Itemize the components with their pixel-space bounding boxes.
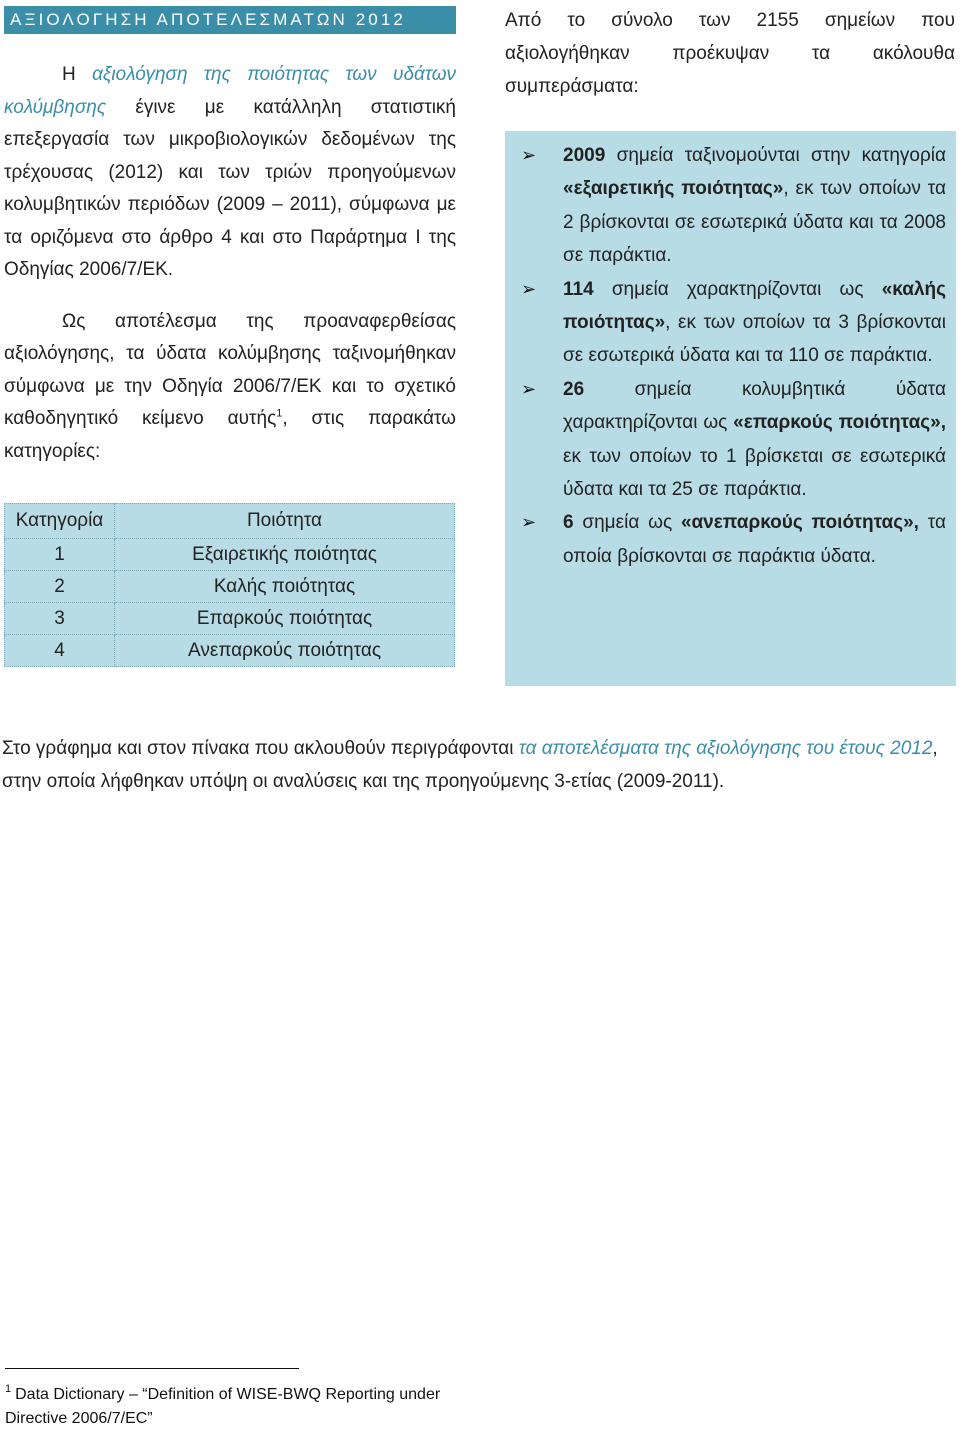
left-column xyxy=(4,6,456,468)
results-list xyxy=(505,131,956,573)
bullet-detail: εκ των οποίων το 1 βρίσκεται σε εσωτερικά ύδατα και τα 25 σε παράκτια. xyxy=(563,445,946,501)
results-intro: Από το σύνολο των 2155 σημείων που αξιολογήθηκαν προέκυψαν τα ακόλουθα συμπεράσματα: xyxy=(505,10,955,97)
bullet-count: 6 xyxy=(563,512,574,534)
table-cell-category: 2 xyxy=(5,571,115,603)
list-item xyxy=(505,373,956,507)
summary-pre: Στο γράφημα και στον πίνακα που ακλουθούν περιγράφονται xyxy=(2,738,519,759)
table-header-row xyxy=(5,504,455,539)
table-cell-category: 1 xyxy=(5,539,115,571)
bullet-text: σημεία ως xyxy=(573,512,681,534)
bullet-detail: , εκ των οποίων τα 3 βρίσκονται σε εσωτερικά ύδατα και τα 110 σε παράκτια. xyxy=(563,312,946,367)
table-row xyxy=(5,603,455,635)
bullet-text: σημεία κολυμβητικά ύδατα χαρακτηρίζονται ως xyxy=(563,378,946,434)
intro-pre: Η xyxy=(62,64,93,85)
bullet-category: «καλής ποιότητας» xyxy=(563,278,946,334)
footnote-ref: 1 xyxy=(276,407,283,420)
table-row xyxy=(5,539,455,571)
bullet-detail: τα οποία βρίσκονται σε παράκτια ύδατα. xyxy=(563,512,947,567)
results-box xyxy=(505,131,956,686)
footnote-divider xyxy=(5,1368,299,1369)
right-column xyxy=(505,4,955,103)
summary-paragraph xyxy=(2,732,942,798)
bullet-count: 114 xyxy=(563,278,594,300)
classification-post: , στις παρακάτω κατηγορίες: xyxy=(4,408,457,462)
table-cell-category: 3 xyxy=(5,603,115,635)
arrow-bullet-icon: ➢ xyxy=(521,378,537,399)
bullet-text: σημεία ταξινομούνται στην κατηγορία xyxy=(605,145,946,166)
table-cell-quality: Ανεπαρκούς ποιότητας xyxy=(115,635,455,667)
table-header-quality: Ποιότητα xyxy=(115,504,455,539)
categories-table xyxy=(4,503,455,667)
bullet-detail: , εκ των οποίων τα 2 βρίσκονται σε εσωτερικά ύδατα και τα 2008 σε παράκτια. xyxy=(563,178,946,267)
page-title: ΑΞΙΟΛΟΓΗΣΗ ΑΠΟΤΕΛΕΣΜΑΤΩΝ 2012 xyxy=(4,6,456,34)
footnote xyxy=(5,1383,445,1431)
table-header-category: Κατηγορία xyxy=(5,504,115,539)
intro-highlight: αξιολόγηση της ποιότητας των υδάτων κολύμβησης xyxy=(4,64,457,118)
list-item xyxy=(505,506,956,573)
bullet-text: σημεία χαρακτηρίζονται ως xyxy=(593,278,882,300)
footnote-number: 1 xyxy=(5,1383,12,1395)
intro-paragraph xyxy=(4,59,456,287)
intro-post: έγινε με κατάλληλη στατιστική επεξεργασία των μικροβιολογικών δεδομένων της τρέχουσας (2012) και των τριών προηγούμενων κολυμβητικών περιόδων (2009 – 2011), σύμφωνα με τα οριζόμενα στο άρθρο 4 και στο Παράρτημα Ι της Οδηγίας 2006/7/ΕΚ. xyxy=(4,96,456,280)
table-cell-quality: Καλής ποιότητας xyxy=(115,571,455,603)
bullet-category: «εξαιρετικής ποιότητας» xyxy=(563,178,784,200)
arrow-bullet-icon: ➢ xyxy=(521,278,537,299)
table-row xyxy=(5,571,455,603)
classification-paragraph xyxy=(4,306,456,469)
table-cell-quality: Εξαιρετικής ποιότητας xyxy=(115,539,455,571)
classification-pre: Ως αποτέλεσμα της προαναφερθείσας αξιολόγησης, τα ύδατα κολύμβησης ταξινομήθηκαν σύμφωνα με την Οδηγία 2006/7/ΕΚ και το σχετικό καθοδηγητικό κείμενο αυτής xyxy=(4,310,456,429)
table-cell-quality: Επαρκούς ποιότητας xyxy=(115,603,455,635)
summary-post: , στην οποία λήφθηκαν υπόψη οι αναλύσεις και της προηγούμενης 3-ετίας (2009-2011). xyxy=(2,738,938,792)
table-cell-category: 4 xyxy=(5,635,115,667)
list-item xyxy=(505,273,956,373)
bullet-count: 26 xyxy=(563,378,585,400)
footnote-text: Data Dictionary – “Definition of WISE-BWQ Reporting under Directive 2006/7/EC” xyxy=(5,1386,441,1427)
arrow-bullet-icon: ➢ xyxy=(521,512,537,533)
list-item xyxy=(505,139,956,273)
bullet-count: 2009 xyxy=(563,145,606,166)
bullet-category: «επαρκούς ποιότητας», xyxy=(733,412,946,434)
summary-highlight: τα αποτελέσματα της αξιολόγησης του έτους 2012 xyxy=(518,738,933,759)
bullet-category: «ανεπαρκούς ποιότητας», xyxy=(680,512,919,534)
arrow-bullet-icon: ➢ xyxy=(521,145,537,165)
table-row xyxy=(5,635,455,667)
